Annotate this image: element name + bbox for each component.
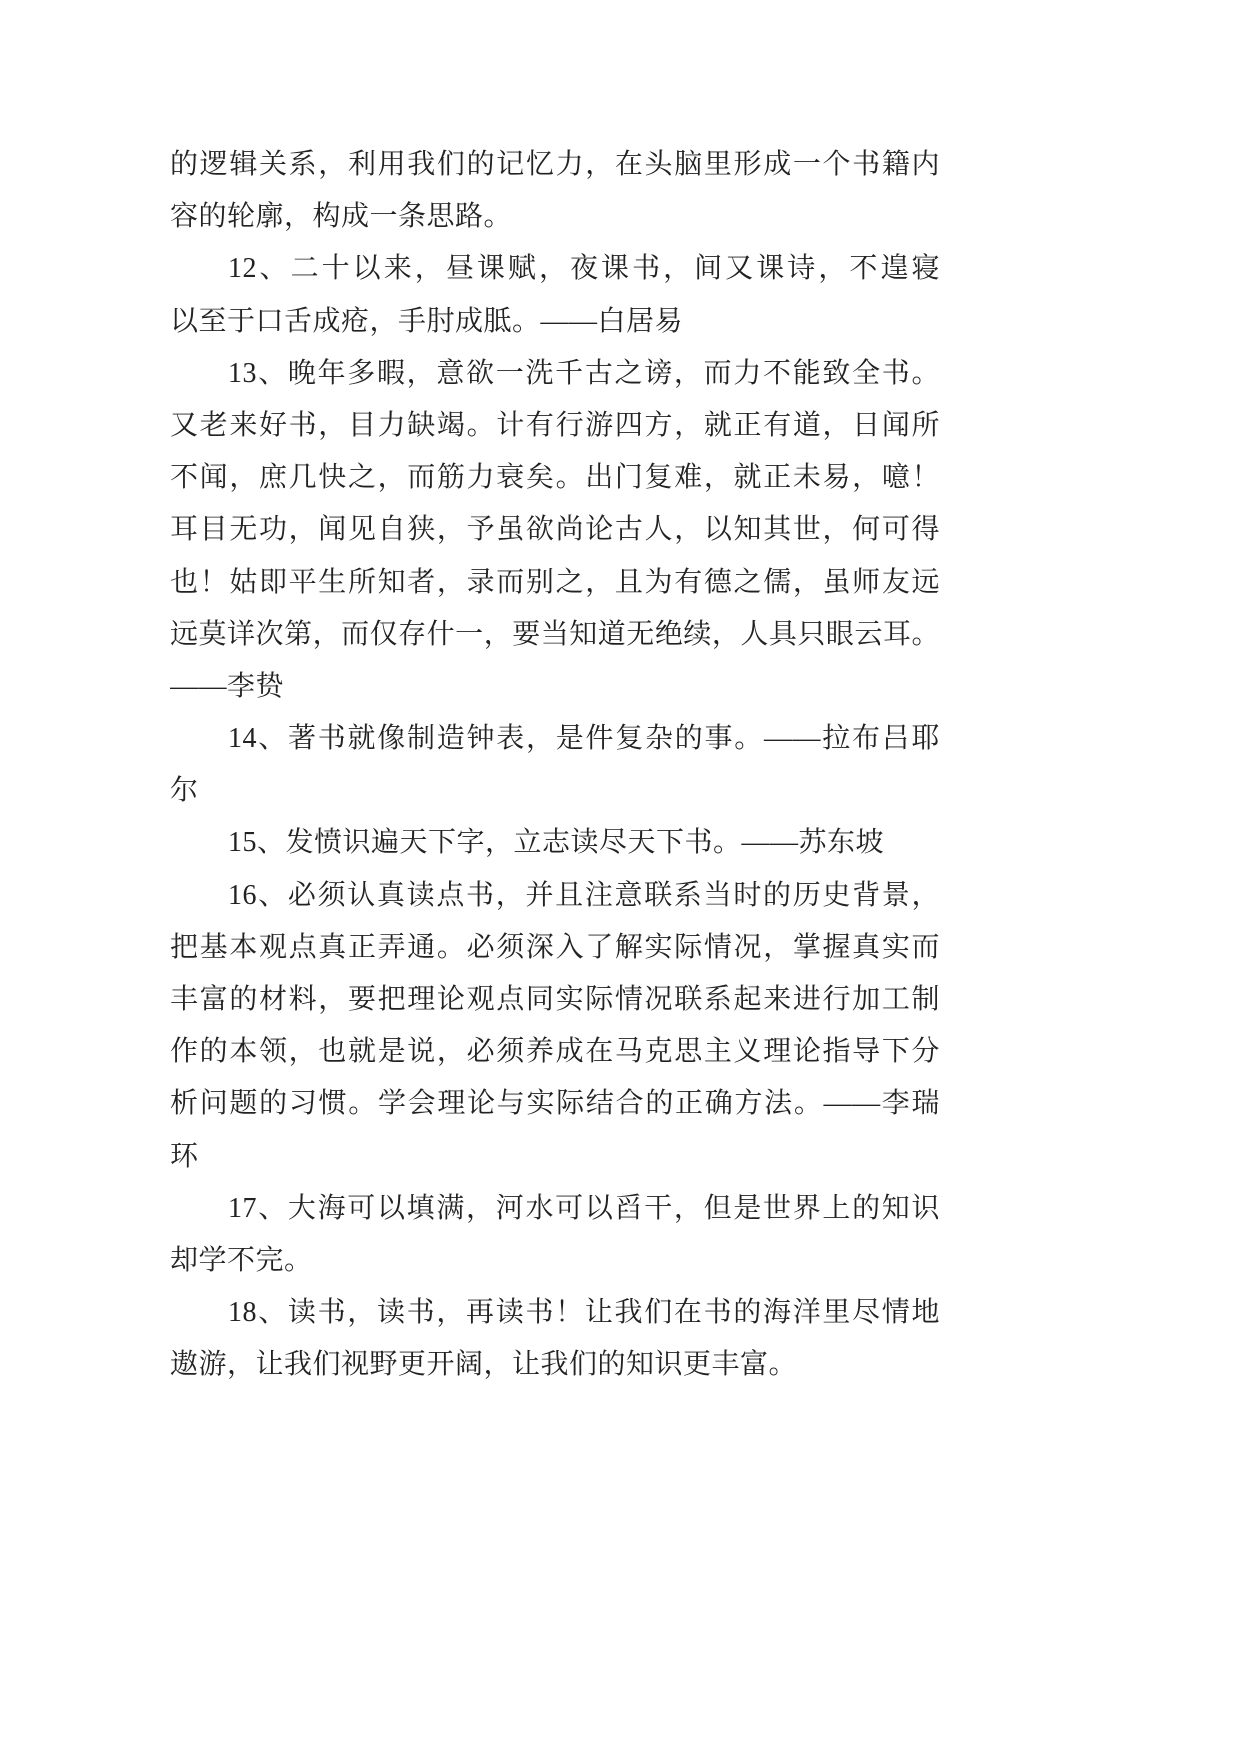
text-line: 以至于口舌成疮，手肘成胝。——白居易 [170,305,684,337]
text-line: ——李贽 [170,670,285,702]
text-line: 17、大海可以填满，河水可以舀干，但是世界上的知识 [228,1192,940,1224]
text-line: 耳目无功，闻见自狭，予虽欲尚论古人，以知其世，何可得 [170,514,940,546]
paragraph-quote-14 [170,713,940,817]
paragraph-quote-13 [170,348,940,713]
text-line: 15、发愤识遍天下字，立志读尽天下书。——苏东坡 [228,827,885,859]
paragraph-quote-17 [170,1183,940,1287]
text-line: 把基本观点真正弄通。必须深入了解实际情况，掌握真实而 [170,931,940,963]
document-body [170,139,940,1392]
text-line: 远莫详次第，而仅存什一，要当知道无绝续，人具只眼云耳。 [170,618,940,650]
text-line: 16、必须认真读点书，并且注意联系当时的历史背景， [228,879,940,911]
text-line: 18、读书，读书，再读书！让我们在书的海洋里尽情地 [228,1297,940,1329]
text-line: 的逻辑关系，利用我们的记忆力，在头脑里形成一个书籍内 [170,149,940,180]
text-line: 13、晚年多暇，意欲一洗千古之谤，而力不能致全书。 [228,357,940,389]
text-line: 14、著书就像制造钟表，是件复杂的事。——拉布吕耶 [228,723,940,755]
text-line: 遨游，让我们视野更开阔，让我们的知识更丰富。 [170,1349,798,1381]
text-line: 容的轮廓，构成一条思路。 [170,201,513,233]
text-line: 不闻，庶几快之，而筋力衰矣。出门复难，就正未易，噫！ [170,462,940,494]
text-line: 12、二十以来，昼课赋，夜课书，间又课诗，不遑寝 [228,253,940,285]
paragraph-continuation [170,139,940,243]
text-line: 却学不完。 [170,1244,313,1276]
text-line: 尔 [170,775,199,807]
text-line: 又老来好书，目力缺竭。计有行游四方，就正有道，日闻所 [170,409,940,441]
text-line: 析问题的习惯。学会理论与实际结合的正确方法。——李瑞 [170,1088,940,1120]
text-line: 环 [170,1140,199,1172]
text-line: 丰富的材料，要把理论观点同实际情况联系起来进行加工制 [170,984,940,1015]
paragraph-quote-16 [170,870,940,1183]
text-line: 作的本领，也就是说，必须养成在马克思主义理论指导下分 [170,1036,940,1068]
text-line: 也！姑即平生所知者，录而别之，且为有德之儒，虽师友远 [170,566,940,598]
paragraph-quote-15 [170,817,940,869]
paragraph-quote-12 [170,243,940,347]
paragraph-quote-18 [170,1287,940,1391]
